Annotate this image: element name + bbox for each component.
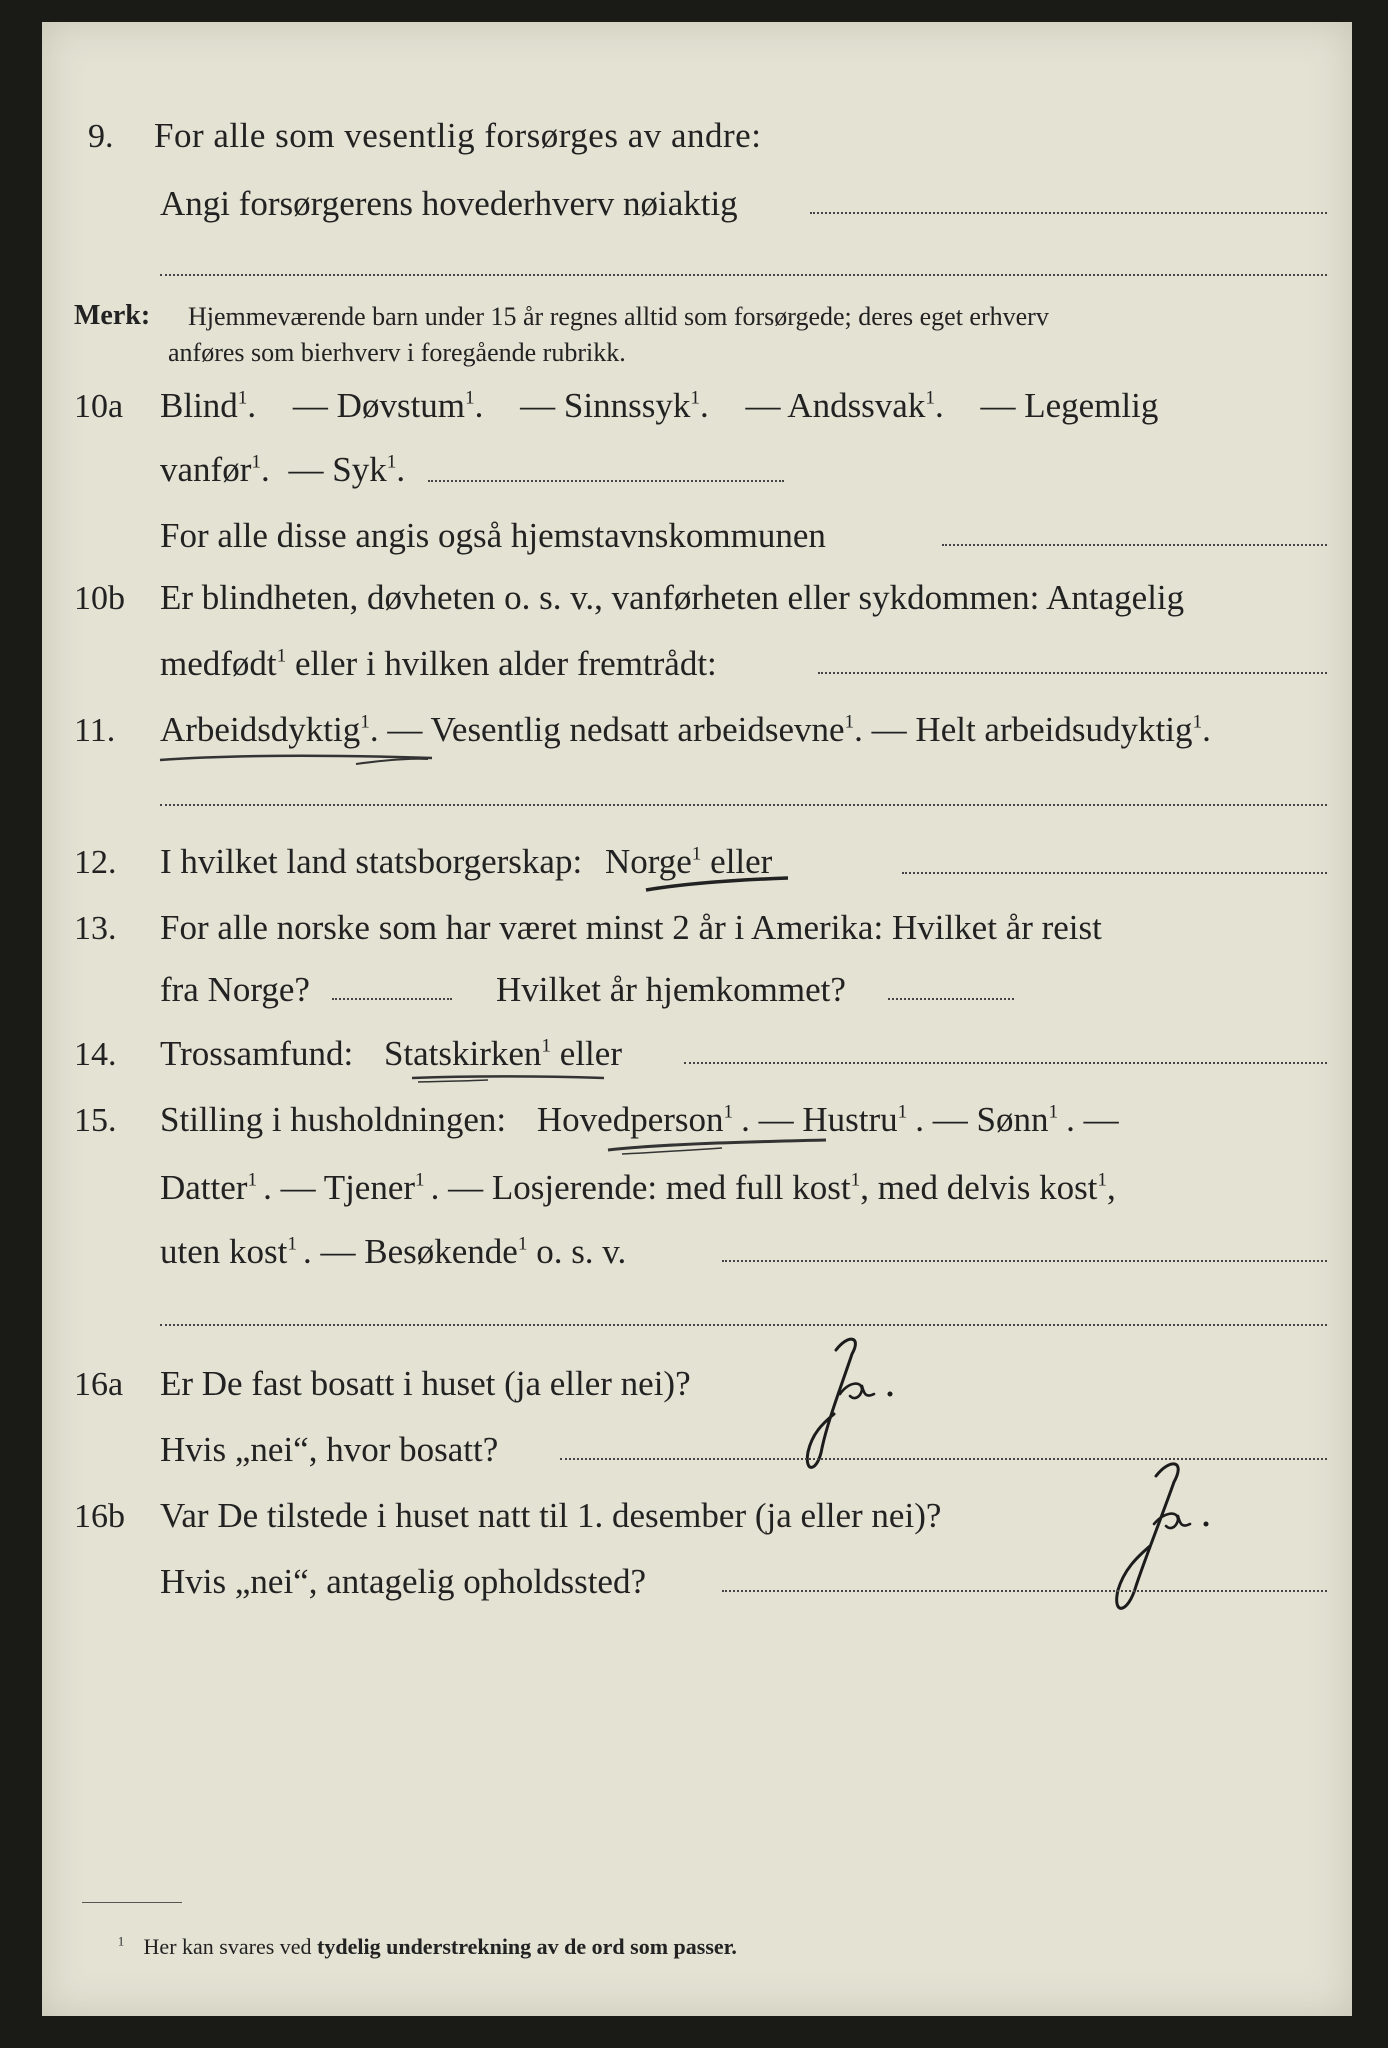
merk-label: Merk: bbox=[74, 300, 151, 331]
q15-number: 15. bbox=[74, 1102, 117, 1139]
q13-hjem-line bbox=[888, 998, 1014, 1000]
q9-question: For alle som vesentlig forsørges av andre: bbox=[154, 116, 762, 155]
norge-underline bbox=[642, 872, 792, 898]
q11-answer-line bbox=[160, 804, 1327, 806]
option-vanfor: vanfør bbox=[160, 450, 252, 489]
q14-number: 14. bbox=[74, 1036, 117, 1073]
q10a-number: 10a bbox=[74, 388, 124, 425]
q15-options-3: uten kost$^1$ . — Besøkende$^1$ o. s. v. bbox=[160, 1232, 627, 1271]
option-hovedperson: Hovedperson bbox=[536, 1100, 724, 1139]
q12-number: 12. bbox=[74, 844, 117, 881]
arbeidsdyktig-underline bbox=[156, 746, 436, 770]
option-statskirken: Statskirken bbox=[383, 1034, 542, 1073]
q16b-number: 16b bbox=[74, 1498, 125, 1535]
q9-answer-line bbox=[810, 212, 1327, 214]
merk-note-line-1: Hjemmeværende barn under 15 år regnes alltid som forsørgede; deres eget erhverv bbox=[188, 302, 1049, 331]
option-legemlig: — Legemlig bbox=[980, 386, 1159, 425]
q13-number: 13. bbox=[74, 910, 117, 947]
q9-instruction: Angi forsørgerens hovederhverv nøiaktig bbox=[160, 184, 738, 223]
option-blind: Blind bbox=[160, 386, 238, 425]
q16a-handwritten-answer bbox=[778, 1324, 918, 1484]
q14-question: Trossamfund: Statskirken$^1$ eller bbox=[160, 1034, 622, 1073]
q10a-hjemstavn: For alle disse angis også hjemstavnskommunen bbox=[160, 516, 826, 555]
statskirken-underline bbox=[408, 1068, 608, 1090]
q10b-number: 10b bbox=[74, 580, 125, 617]
q9-number: 9. bbox=[88, 118, 114, 155]
q16b-hvis-nei: Hvis „nei“, antagelig opholdssted? bbox=[160, 1562, 646, 1601]
q13-hjemkommet: Hvilket år hjemkommet? bbox=[496, 970, 846, 1009]
q16b-answer-line bbox=[722, 1590, 1327, 1592]
footnote: $^1$ Her kan svares ved tydelig understrekning av de ord som passer. bbox=[118, 1934, 737, 1959]
q16b-handwritten-answer bbox=[1078, 1446, 1228, 1626]
q16a-hvis-nei: Hvis „nei“, hvor bosatt? bbox=[160, 1430, 499, 1469]
q16b-question: Var De tilstede i huset natt til 1. desember (ja eller nei)? bbox=[160, 1496, 942, 1535]
q15-options-2: Datter$^1$ . — Tjener$^1$ . — Losjerende: med full kost$^1$, med delvis kost$^1$, bbox=[160, 1168, 1116, 1207]
q14-answer-line bbox=[684, 1062, 1327, 1064]
q11-number: 11. bbox=[74, 712, 116, 749]
option-syk: — Syk bbox=[288, 450, 387, 489]
q16a-number: 16a bbox=[74, 1366, 124, 1403]
form-sheet bbox=[42, 22, 1352, 2016]
q10a-options: Blind$^1$. — Døvstum$^1$. — Sinnssyk$^1$. — Andssvak$^1$. — Legemlig bbox=[160, 386, 1159, 425]
footnote-mark: 1 bbox=[118, 1934, 125, 1949]
q15-question: Stilling i husholdningen: Hovedperson$^1$ . — Hustru$^1$ . — Sønn$^1$ . — bbox=[160, 1100, 1119, 1139]
q10a-options-2: vanfør$^1$. — Syk$^1$. bbox=[160, 450, 406, 489]
q12-question: I hvilket land statsborgerskap: Norge$^1$ eller bbox=[160, 842, 773, 881]
q15-answer-line-2 bbox=[160, 1324, 1327, 1326]
q13-question: For alle norske som har været minst 2 år i Amerika: Hvilket år reist bbox=[160, 908, 1102, 947]
q15-answer-line bbox=[722, 1260, 1327, 1262]
option-norge: Norge bbox=[604, 842, 692, 881]
q10a-hjemstavn-line bbox=[942, 544, 1327, 546]
option-medfodt: medfødt bbox=[160, 644, 277, 683]
q13-fra-norge: fra Norge? bbox=[160, 970, 310, 1009]
q10b-question: Er blindheten, døvheten o. s. v., vanførheten eller sykdommen: Antagelig bbox=[160, 578, 1185, 617]
q9-answer-line-2 bbox=[160, 274, 1327, 276]
q16a-question: Er De fast bosatt i huset (ja eller nei)? bbox=[160, 1364, 691, 1403]
merk-note-line-2: anføres som bierhverv i foregående rubrikk. bbox=[168, 338, 626, 367]
option-dovstum: — Døvstum bbox=[292, 386, 466, 425]
q10b-answer-line bbox=[818, 672, 1327, 674]
option-sinnssyk: — Sinnssyk bbox=[520, 386, 691, 425]
footnote-rule bbox=[82, 1902, 182, 1903]
q12-answer-line bbox=[902, 872, 1327, 874]
q10b-question-2: medfødt$^1$ eller i hvilken alder fremtrådt: bbox=[160, 644, 717, 683]
q10a-syk-line bbox=[428, 480, 784, 482]
q13-fra-line bbox=[332, 998, 452, 1000]
q11-options: Arbeidsdyktig$^1$. — Vesentlig nedsatt arbeidsevne$^1$. — Helt arbeidsudyktig$^1$. bbox=[160, 710, 1211, 749]
option-arbeidsdyktig: Arbeidsdyktig bbox=[160, 710, 361, 749]
hovedperson-underline bbox=[602, 1132, 832, 1158]
option-andssvak: — Andssvak bbox=[745, 386, 926, 425]
